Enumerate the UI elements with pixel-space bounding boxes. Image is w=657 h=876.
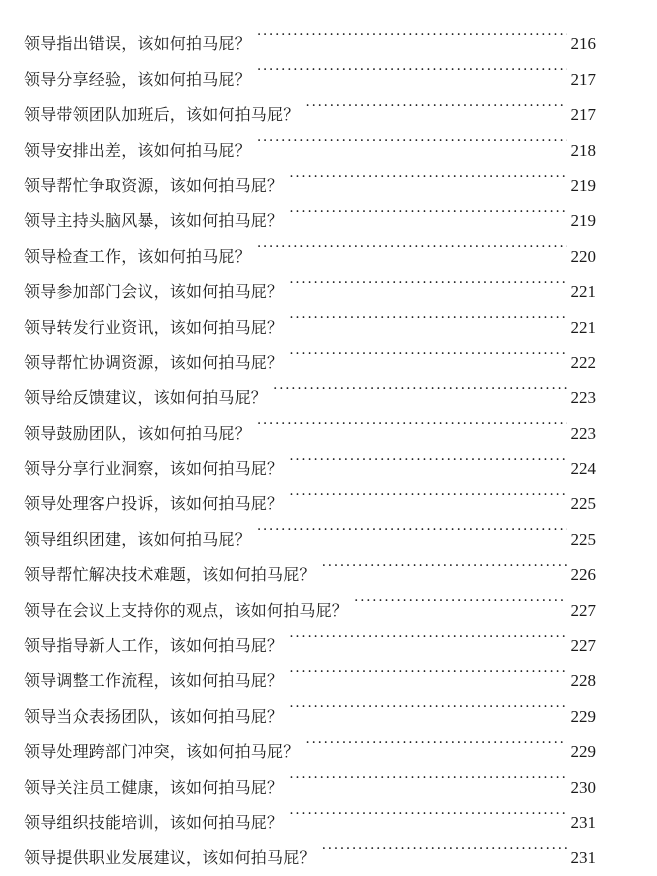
entry-title: 领导分享经验，该如何拍马屁？ bbox=[24, 69, 251, 89]
dot-leader bbox=[257, 403, 567, 438]
dot-leader bbox=[257, 14, 567, 49]
entry-title: 领导指出错误，该如何拍马屁？ bbox=[24, 34, 251, 54]
dot-leader bbox=[289, 297, 566, 332]
entry-title: 领导关注员工健康，该如何拍马屁？ bbox=[24, 777, 284, 797]
entry-title: 领导组织团建，该如何拍马屁？ bbox=[24, 529, 251, 549]
page-number: 224 bbox=[570, 459, 596, 479]
entry-title: 领导给反馈建议，该如何拍马屁？ bbox=[24, 388, 268, 408]
page-number: 221 bbox=[570, 317, 596, 337]
entry-title: 领导帮忙解决技术难题，该如何拍马屁？ bbox=[24, 565, 316, 585]
page-number: 218 bbox=[570, 140, 596, 160]
entry-title: 领导分享行业洞察，该如何拍马屁？ bbox=[24, 459, 284, 479]
dot-leader bbox=[273, 368, 566, 403]
entry-title: 领导参加部门会议，该如何拍马屁？ bbox=[24, 282, 284, 302]
entry-title: 领导安排出差，该如何拍马屁？ bbox=[24, 140, 251, 160]
page-number: 227 bbox=[570, 636, 596, 656]
entry-title: 领导处理跨部门冲突，该如何拍马屁？ bbox=[24, 742, 300, 762]
dot-leader bbox=[289, 651, 566, 686]
page-number: 219 bbox=[570, 175, 596, 195]
page-number: 221 bbox=[570, 282, 596, 302]
page-number: 217 bbox=[570, 69, 596, 89]
page-number: 229 bbox=[570, 706, 596, 726]
entry-title: 领导帮忙协调资源，该如何拍马屁？ bbox=[24, 352, 284, 372]
page-number: 229 bbox=[570, 742, 596, 762]
entry-title: 领导鼓励团队，该如何拍马屁？ bbox=[24, 423, 251, 443]
dot-leader bbox=[289, 333, 566, 368]
page-number: 227 bbox=[570, 600, 596, 620]
entry-title: 领导调整工作流程，该如何拍马屁？ bbox=[24, 671, 284, 691]
entry-title: 领导指导新人工作，该如何拍马屁？ bbox=[24, 636, 284, 656]
page-number: 231 bbox=[570, 848, 596, 868]
dot-leader bbox=[289, 793, 566, 828]
page-number: 225 bbox=[570, 494, 596, 514]
dot-leader bbox=[257, 226, 567, 261]
dot-leader bbox=[322, 545, 567, 580]
entry-title: 领导当众表扬团队，该如何拍马屁？ bbox=[24, 706, 284, 726]
dot-leader bbox=[289, 757, 566, 792]
entry-title: 领导转发行业资讯，该如何拍马屁？ bbox=[24, 317, 284, 337]
page-number: 216 bbox=[570, 34, 596, 54]
entry-title: 领导处理客户投诉，该如何拍马屁？ bbox=[24, 494, 284, 514]
entry-title: 领导帮忙争取资源，该如何拍马屁？ bbox=[24, 175, 284, 195]
page-number: 230 bbox=[570, 777, 596, 797]
dot-leader bbox=[257, 49, 567, 84]
dot-leader bbox=[289, 439, 566, 474]
entry-title: 领导提供职业发展建议，该如何拍马屁？ bbox=[24, 848, 316, 868]
dot-leader bbox=[289, 616, 566, 651]
entry-title: 领导在会议上支持你的观点，该如何拍马屁？ bbox=[24, 600, 349, 620]
page-number: 217 bbox=[570, 105, 596, 125]
entry-title: 领导带领团队加班后，该如何拍马屁？ bbox=[24, 105, 300, 125]
dot-leader bbox=[322, 828, 567, 863]
dot-leader bbox=[354, 580, 566, 615]
page-number: 220 bbox=[570, 246, 596, 266]
dot-leader bbox=[289, 474, 566, 509]
entry-title: 领导检查工作，该如何拍马屁？ bbox=[24, 246, 251, 266]
page-number: 219 bbox=[570, 211, 596, 231]
entry-title: 领导组织技能培训，该如何拍马屁？ bbox=[24, 812, 284, 832]
dot-leader bbox=[257, 509, 567, 544]
dot-leader bbox=[289, 262, 566, 297]
entry-title: 领导主持头脑风暴，该如何拍马屁？ bbox=[24, 211, 284, 231]
dot-leader bbox=[305, 722, 566, 757]
table-of-contents bbox=[24, 14, 596, 868]
page-number: 223 bbox=[570, 423, 596, 443]
dot-leader bbox=[289, 156, 566, 191]
dot-leader bbox=[289, 191, 566, 226]
page-number: 223 bbox=[570, 388, 596, 408]
page-number: 228 bbox=[570, 671, 596, 691]
page-number: 226 bbox=[570, 565, 596, 585]
toc-entry[interactable] bbox=[24, 14, 596, 54]
dot-leader bbox=[289, 686, 566, 721]
page-number: 225 bbox=[570, 529, 596, 549]
page-number: 231 bbox=[570, 812, 596, 832]
dot-leader bbox=[305, 85, 566, 120]
page-number: 222 bbox=[570, 352, 596, 372]
dot-leader bbox=[257, 120, 567, 155]
